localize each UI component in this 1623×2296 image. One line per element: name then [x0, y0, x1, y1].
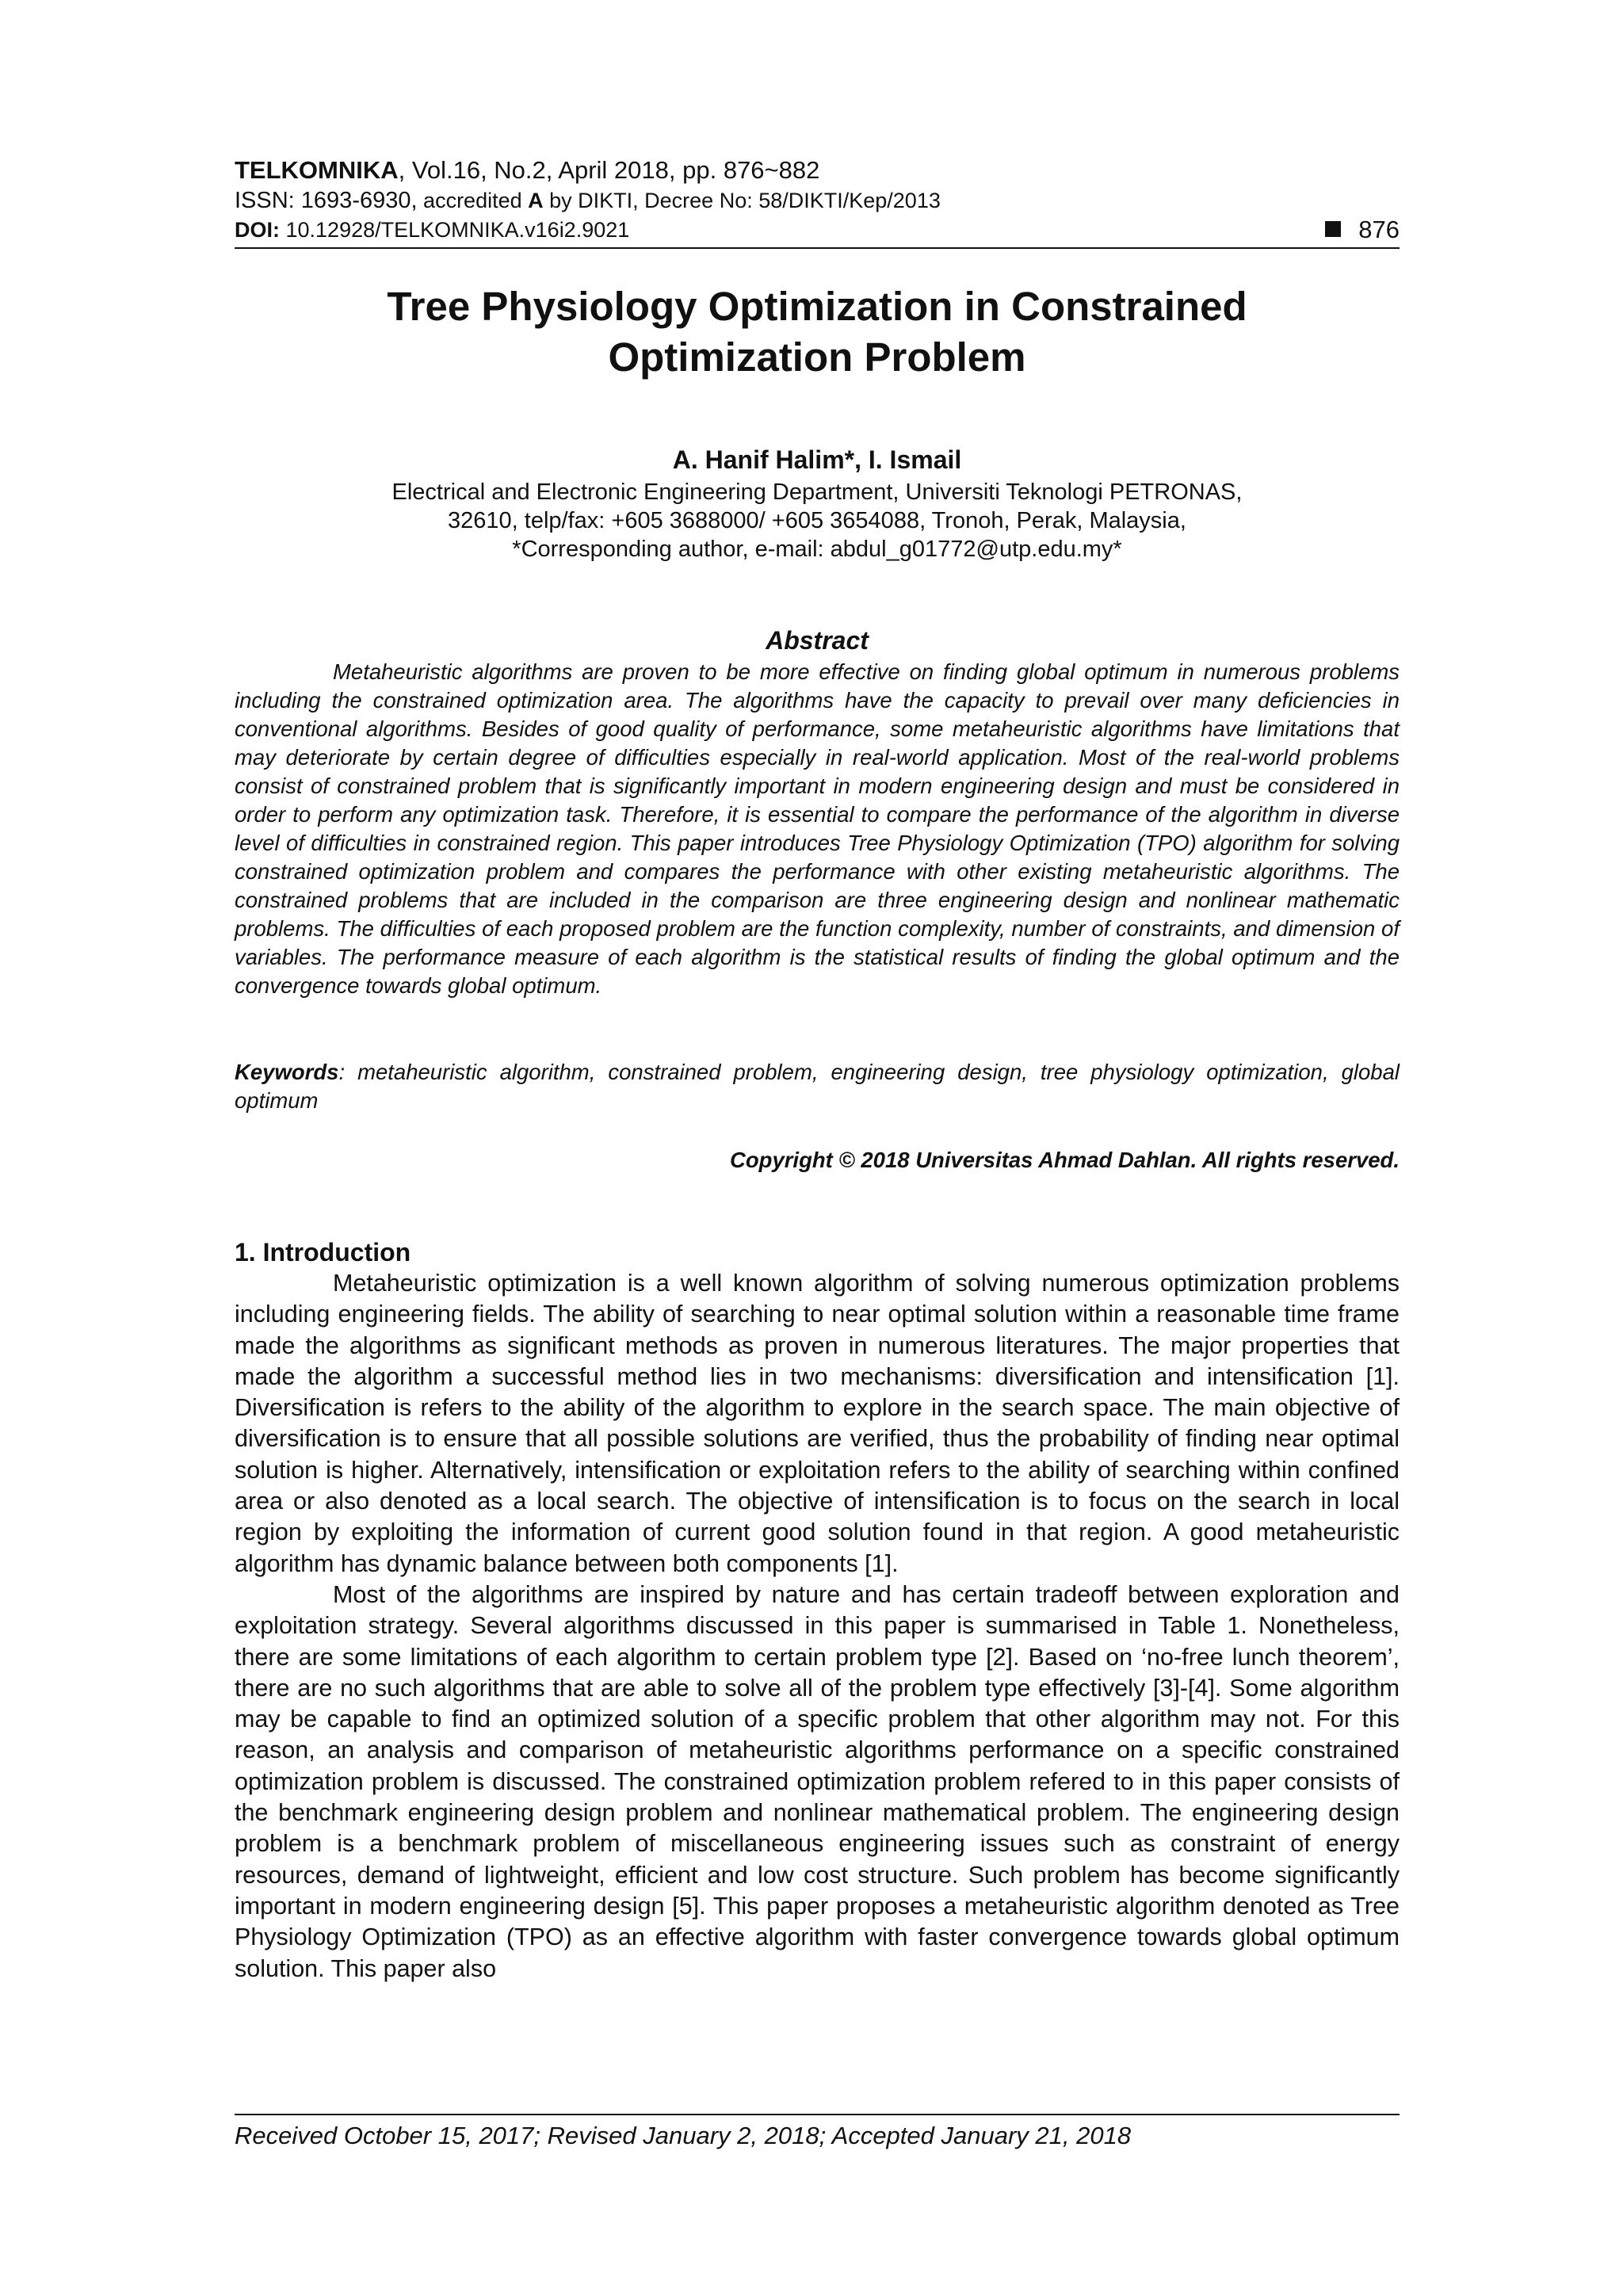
authors: A. Hanif Halim*, I. Ismail — [672, 445, 962, 474]
page-number-text: 876 — [1358, 216, 1400, 243]
issn: ISSN: 1693-6930, — [235, 188, 418, 213]
section-heading-introduction: 1. Introduction — [235, 1238, 411, 1266]
page-number — [1325, 216, 1400, 244]
header-rule — [235, 247, 1400, 249]
doi-label: DOI: — [235, 218, 280, 242]
accreditation-prefix: accredited — [417, 189, 529, 212]
accreditation-suffix: by DIKTI, Decree No: 58/DIKTI/Kep/2013 — [543, 189, 941, 212]
journal-volume-info: , Vol.16, No.2, April 2018, pp. 876~882 — [398, 156, 820, 184]
paper-title — [235, 281, 1400, 383]
intro-paragraph-1: Metaheuristic optimization is a well known algorithm of solving numerous optimization problems including engineering fields. The ability of searching to near optimal solution within a reasonable time frame made the algorithms as significant methods as proven in numerous literatures. The major properties that made the algorithm a successful method lies in two mechanisms: diversification and intensification [1]. Diversification is refers to the ability of the algorithm to explore in the search space. The main objective of diversification is to ensure that all possible solutions are verified, thus the probability of finding near optimal solution is higher. Alternatively, intensification or exploitation refers to the ability of searching within confined area or also denoted as a local search. The objective of intensification is to focus on the search in local region by exploiting the information of current good solution found in that region. A good metaheuristic algorithm has dynamic balance between both components [1]. — [235, 1270, 1400, 1577]
doi-line — [235, 216, 1400, 244]
abstract-text: Metaheuristic algorithms are proven to be more effective on finding global optimum in numerous problems including the constrained optimization area. The algorithms have the capacity to prevail over many deficiencies in conventional algorithms. Besides of good quality of performance, some metaheuristic algorithms have limitations that may deteriorate by certain degree of difficulties especially in real-world application. Most of the real-world problems consist of constrained problem that is significantly important in modern engineering design and must be considered in order to perform any optimization task. Therefore, it is essential to compare the performance of the algorithm in diverse level of difficulties in constrained region. This paper introduces Tree Physiology Optimization (TPO) algorithm for solving constrained optimization problem and compares the performance with other existing metaheuristic algorithms. The constrained problems that are included in the comparison are three engineering design and nonlinear mathematic problems. The difficulties of each proposed problem are the function complexity, number of constraints, and dimension of variables. The performance measure of each algorithm is the statistical results of finding the global optimum and the convergence towards global optimum. — [235, 659, 1400, 998]
keywords-label: Keywords — [235, 1060, 339, 1084]
square-bullet-icon — [1325, 221, 1341, 237]
title-line-1: Tree Physiology Optimization in Constrained — [387, 284, 1247, 329]
received-dates: Received October 15, 2017; Revised January 2, 2018; Accepted January 21, 2018 — [235, 2122, 1132, 2149]
affiliation-line-3: *Corresponding author, e-mail: abdul_g01772@utp.edu.my* — [512, 537, 1122, 562]
journal-name: TELKOMNIKA — [235, 156, 399, 184]
copyright-notice: Copyright © 2018 Universitas Ahmad Dahlan. All rights reserved. — [729, 1148, 1400, 1172]
title-line-2: Optimization Problem — [608, 334, 1026, 380]
paper-page — [235, 0, 1400, 2296]
introduction-body — [235, 1268, 1400, 1985]
affiliation — [235, 478, 1400, 563]
intro-paragraph-2: Most of the algorithms are inspired by nature and has certain tradeoff between exploration and exploitation strategy. Several algorithms discussed in this paper is summarised in Table 1. Nonetheless, there are some limitations of each algorithm to certain problem type [2]. Based on ‘no-free lunch theorem’, there are no such algorithms that are able to solve all of the problem type effectively [3]-[4]. Some algorithm may be capable to find an optimized solution of a specific problem that other algorithm may not. For this reason, an analysis and comparison of metaheuristic algorithms performance on a specific constrained optimization problem is discussed. The constrained optimization problem refered to in this paper consists of the benchmark engineering design problem and nonlinear mathematical problem. The engineering design problem is a benchmark problem of miscellaneous engineering issues such as constraint of energy resources, demand of lightweight, efficient and low cost structure. Such problem has become significantly important in modern engineering design [5]. This paper proposes a metaheuristic algorithm denoted as Tree Physiology Optimization (TPO) as an effective algorithm with faster convergence towards global optimum solution. This paper also — [235, 1580, 1400, 1982]
issn-line — [235, 186, 1400, 215]
abstract-heading: Abstract — [766, 626, 869, 655]
keywords-text: : metaheuristic algorithm, constrained problem, engineering design, tree physiology optimization, global optimum — [235, 1060, 1400, 1113]
affiliation-line-1: Electrical and Electronic Engineering Department, Universiti Teknologi PETRONAS, — [391, 479, 1243, 505]
footer-rule — [235, 2114, 1400, 2115]
keywords — [235, 1058, 1400, 1115]
journal-header-line — [235, 156, 1400, 185]
affiliation-line-2: 32610, telp/fax: +605 3688000/ +605 3654088, Tronoh, Perak, Malaysia, — [448, 508, 1186, 533]
accreditation-grade: A — [528, 189, 544, 212]
doi-value: 10.12928/TELKOMNIKA.v16i2.9021 — [280, 218, 630, 242]
